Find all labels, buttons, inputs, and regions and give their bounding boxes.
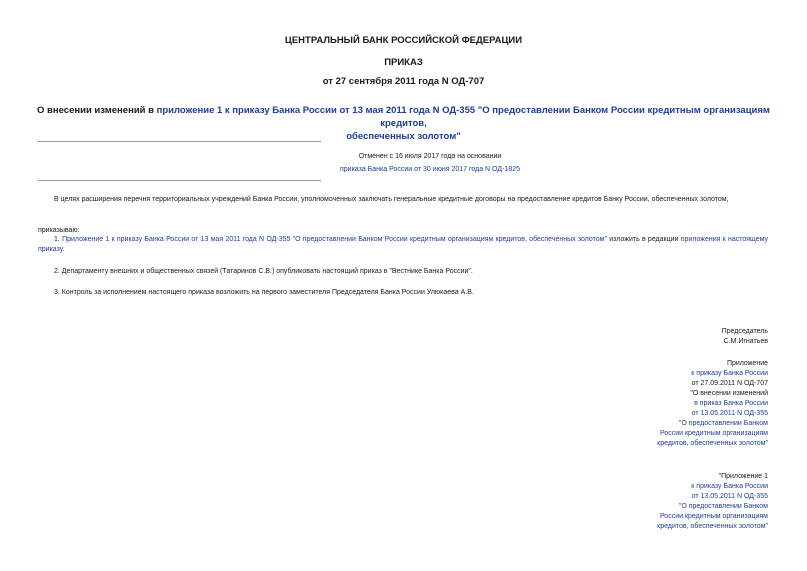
item-1-num: 1. — [54, 236, 63, 243]
doc-date-number: от 27 сентября 2011 года N ОД-707 — [322, 76, 485, 87]
intro-paragraph: В целях расширения перечня территориальных учреждений Банка России, уполномоченных заключать генеральные кредитные договоры на предоставление кредитов Банку России, обеспеченных золотом, — [54, 196, 729, 203]
signature-name: С.М.Игнатьев — [723, 338, 768, 345]
appendix-header — [657, 359, 768, 449]
cancel-note: Отменен с 16 июля 2017 года на основании — [358, 153, 502, 160]
appendix-line-link[interactable]: "О предоставлении Банком — [678, 420, 768, 427]
appendix-line-link[interactable]: к приказу Банка России — [691, 370, 768, 377]
appendix-1-line-link[interactable]: кредитов, обеспеченных золотом" — [657, 523, 768, 530]
item-3: 3. Контроль за исполнением настоящего приказа возложить на первого заместителя Председателя Банка России Улюкаева А.В. — [54, 289, 474, 296]
appendix-line: "О внесении изменений — [690, 390, 768, 397]
divider-top — [38, 141, 321, 142]
appendix-1-line-link[interactable]: России кредитным организациям — [659, 513, 768, 520]
appendix-1-line: "Приложение 1 — [718, 473, 768, 480]
org-name: ЦЕНТРАЛЬНЫЙ БАНК РОССИЙСКОЙ ФЕДЕРАЦИИ — [284, 35, 523, 46]
appendix-1-line-link[interactable]: к приказу Банка России — [691, 483, 768, 490]
signature-block — [722, 327, 768, 347]
item-1 — [38, 235, 768, 255]
subject-prefix: О внесении изменений в — [37, 105, 157, 116]
appendix-line: от 27.09.2011 N ОД-707 — [691, 380, 768, 387]
appendix-1-line-link[interactable]: от 13.05.2011 N ОД-355 — [691, 493, 768, 500]
appendix-1-header — [657, 472, 768, 532]
doc-type: ПРИКАЗ — [384, 57, 423, 68]
subject-link-cont[interactable]: обеспеченных золотом" — [346, 131, 461, 142]
divider-bottom — [38, 180, 321, 181]
item-1-link[interactable]: Приложение 1 к приказу Банка России от 13 мая 2011 года N ОД-355 "О предоставлении Банком России кредитным организациям кредитов, обеспеченных золотом" — [62, 236, 607, 243]
item-1-mid: изложить в редакции — [607, 236, 681, 243]
item-1-link-appendix[interactable]: приложения к настоящему приказу — [38, 236, 768, 253]
signature-title: Председатель — [721, 328, 768, 335]
subject-link[interactable]: приложение 1 к приказу Банка России от 13 мая 2011 года N ОД-355 "О предоставлении Банком России кредитным организациям кредитов, — [156, 105, 770, 129]
appendix-line-link[interactable]: от 13.05.2011 N ОД-355 — [691, 410, 768, 417]
item-2: 2. Департаменту внешних и общественных связей (Татаринов С.В.) опубликовать настоящий приказ в "Вестнике Банка России". — [54, 268, 473, 275]
appendix-line-link[interactable]: России кредитным организациям — [659, 430, 768, 437]
appendix-1-line-link[interactable]: "О предоставлении Банком — [678, 503, 768, 510]
item-1-end: . — [62, 246, 65, 253]
order-word: приказываю: — [38, 227, 80, 234]
doc-subject — [30, 104, 777, 143]
cancel-link[interactable]: приказа Банка России от 30 июня 2017 года N ОД-1825 — [340, 166, 520, 173]
appendix-line-link[interactable]: кредитов, обеспеченных золотом" — [657, 440, 768, 447]
appendix-line-link[interactable]: в приказ Банка России — [694, 400, 768, 407]
appendix-line: Приложение — [726, 360, 768, 367]
